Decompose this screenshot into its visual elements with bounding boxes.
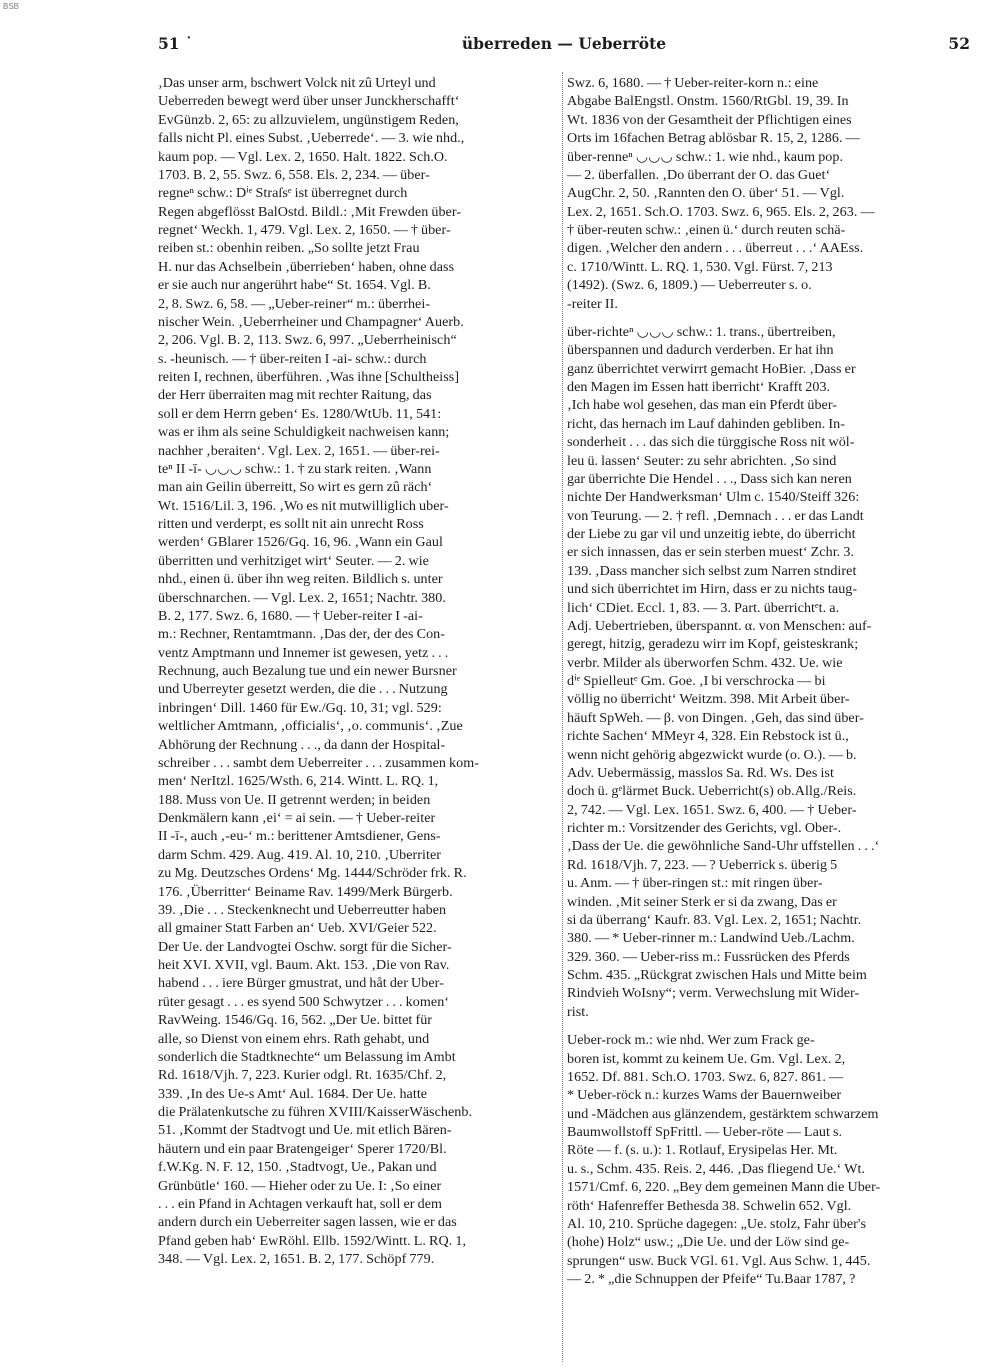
text-line: darm Schm. 429. Aug. 419. Al. 10, 210. ‚Uberriter bbox=[158, 846, 442, 863]
column-divider bbox=[562, 72, 563, 1362]
left-column bbox=[158, 74, 558, 1366]
text-line: röth‘ Hafenreffer Bethesda 38. Schwelin 652. Vgl. bbox=[567, 1197, 852, 1214]
text-line: 188. Muss von Ue. II getrennt werden; in beiden bbox=[158, 791, 431, 808]
text-line: der Herr überraiten mag mit rechter Raitung, das bbox=[158, 387, 432, 404]
text-line: Ueberreden bewegt werd über unser Junckherschafft‘ bbox=[158, 93, 460, 110]
text-line: Adj. Uebertrieben, überspannt. α. von Menschen: auf- bbox=[567, 617, 872, 634]
text-line: was er ihm als seine Schuldigkeit nachweisen kann; bbox=[158, 424, 450, 441]
left-page-number: 51 ˙ bbox=[158, 34, 193, 53]
text-line: 339. ‚In des Ue-s Amt‘ Aul. 1684. Der Ue. hatte bbox=[158, 1085, 428, 1102]
text-line: ‚Das unser arm, bschwert Volck nit zû Urteyl und bbox=[158, 75, 436, 91]
text-line: sprungen“ usw. Buck VGl. 61. Vgl. Aus Schw. 1, 445. bbox=[567, 1252, 871, 1269]
text-line: Rechnung, auch Bezalung tue und ein newer Bursner bbox=[158, 663, 457, 679]
text-line: lich‘ CDiet. Eccl. 1, 83. — 3. Part. überrichtᵉt. a. bbox=[567, 599, 840, 616]
text-line: rist. bbox=[567, 1003, 589, 1020]
text-line: 1571/Cmf. 6, 220. „Bey dem gemeinen Mann die Uber- bbox=[567, 1179, 881, 1196]
text-line: schreiber . . . sambt dem Ueberreiter . . . zusammen kom- bbox=[158, 754, 480, 771]
text-line: regnet‘ Weckh. 1, 479. Vgl. Lex. 2, 1650. — † über- bbox=[158, 222, 451, 238]
text-line: reiten I, rechnen, überführen. ‚Was ihne [Schultheiss] bbox=[158, 369, 460, 385]
text-line: 2, 206. Vgl. B. 2, 113. Swz. 6, 997. „Ueberrheinisch“ bbox=[158, 332, 457, 349]
text-line: ‚Ich habe wol gesehen, das man ein Pferdt über- bbox=[567, 397, 838, 414]
text-line: Baumwollstoff SpFrittl. — Ueber-röte — Laut s. bbox=[567, 1124, 843, 1140]
text-line: AugChr. 2, 50. ‚Rannten den O. über‘ 51. — Vgl. bbox=[567, 185, 845, 202]
text-line: (1492). (Swz. 6, 1809.) — Ueberreuter s. o. bbox=[567, 277, 812, 294]
text-line: ritten und verderpt, es sollt nit ain unrecht Ross bbox=[158, 516, 424, 532]
text-line: werden‘ GBlarer 1526/Gq. 16, 96. ‚Wann ein Gaul bbox=[158, 534, 443, 551]
text-line: nichte Der Handwerksman‘ Ulm c. 1540/Steiff 326: bbox=[567, 489, 860, 506]
text-line: Al. 10, 210. Sprüche dagegen: „Ue. stolz, Fahr über's bbox=[567, 1215, 867, 1232]
text-line: Der Ue. der Landvogtei Oschw. sorgt für die Sicher- bbox=[158, 938, 452, 955]
text-line: weltlicher Amtmann, ‚officialis‘, ‚o. communis‘. ‚Zue bbox=[158, 718, 463, 735]
text-line: u. Anm. — † über-ringen st.: mit ringen über- bbox=[567, 875, 823, 892]
text-line: Swz. 6, 1680. — † Ueber-reiter-korn n.: eine bbox=[567, 75, 819, 91]
text-line: 2, 742. — Vgl. Lex. 1651. Swz. 6, 400. — † Ueber- bbox=[567, 801, 857, 818]
text-line: II -ī-, auch ‚-eu-‘ m.: berittener Amtsdiener, Gens- bbox=[158, 828, 441, 845]
text-line: nischer Wein. ‚Ueberrheiner und Champagner‘ Auerb. bbox=[158, 313, 464, 330]
text-line: Adv. Uebermässig, masslos Sa. Rd. Ws. Des ist bbox=[567, 764, 834, 781]
text-line: — 2. überfallen. ‚Do überrant der O. das Guet‘ bbox=[567, 166, 831, 183]
text-line: sonderlich die Stadtknechte“ um Belassung im Ambt bbox=[158, 1048, 456, 1065]
text-line: * Ueber-röck n.: kurzes Wams der Bauernweiber bbox=[567, 1087, 842, 1104]
text-line: 51. ‚Kommt der Stadtvogt und Ue. mit etlich Bären- bbox=[158, 1122, 452, 1139]
text-line: alle, so Dienst von einem ehrs. Rath gehabt, und bbox=[158, 1030, 430, 1047]
text-line: . . . ein Pfand in Achtagen verkauft hat, soll er dem bbox=[158, 1195, 443, 1212]
text-line: nhd., einen ü. über ihn weg reiten. Bildlich s. unter bbox=[158, 571, 443, 588]
text-line: — 2. * „die Schnuppen der Pfeife“ Tu.Baar 1787, ? bbox=[567, 1271, 856, 1287]
text-line: EvGünzb. 2, 65: zu allzuvielem, ungünstigem Reden, bbox=[158, 111, 459, 128]
text-line: leu ü. lassen‘ Seuter: zu sehr abrichten. ‚So sind bbox=[567, 452, 837, 469]
text-line: rüter gesagt . . . es syend 500 Schwytzer . . . komen‘ bbox=[158, 993, 450, 1010]
text-line: Rindvieh WoIsny“; verm. Verwechslung mit Wider- bbox=[567, 985, 860, 1002]
text-line: geregt, hitzig, geradezu wirr im Kopf, geisteskrank; bbox=[567, 636, 859, 653]
text-line: Röte — f. (s. u.): 1. Rotlauf, Erysipelas Her. Mt. bbox=[567, 1142, 838, 1159]
text-line: soll er dem Herrn geben‘ Es. 1280/WtUb. 11, 541: bbox=[158, 405, 442, 422]
text-line: f.W.Kg. N. F. 12, 150. ‚Stadtvogt, Ue., Pakan und bbox=[158, 1159, 437, 1176]
text-line: B. 2, 177. Swz. 6, 1680. — † Ueber-reiter I -ai- bbox=[158, 607, 423, 624]
text-line: gar überrichte Die Hendel . . ., Dass sich kan neren bbox=[567, 470, 852, 487]
text-line: Rd. 1618/Vjh. 7, 223. — ? Ueberrick s. überig 5 bbox=[567, 856, 838, 873]
text-line: überschnarchen. — Vgl. Lex. 2, 1651; Nachtr. 380. bbox=[158, 589, 446, 606]
text-line: teⁿ II -ī- ◡◡◡ schw.: 1. † zu stark reiten. ‚Wann bbox=[158, 460, 432, 477]
text-line: man ain Geilin überreitt, So wirt es gern zû räch‘ bbox=[158, 479, 433, 496]
right-page-number: 52 bbox=[948, 34, 970, 53]
text-line: 1652. Df. 881. Sch.O. 1703. Swz. 6, 827. 861. — bbox=[567, 1068, 844, 1085]
text-line: (hohe) Holz“ usw.; „Die Ue. und der Löw sind ge- bbox=[567, 1234, 850, 1251]
text-line: zu Mg. Deutzsches Ordens‘ Mg. 1444/Schröder frk. R. bbox=[158, 865, 467, 882]
text-line: Lex. 2, 1651. Sch.O. 1703. Swz. 6, 965. Els. 2, 263. — bbox=[567, 203, 875, 220]
text-line: -reiter II. bbox=[567, 295, 618, 312]
text-line: wenn nicht gehörig abgezwickt wurde (o. O.). — b. bbox=[567, 746, 857, 763]
text-line: doch ü. gᵉlärmet Buck. Ueberricht(s) ob.Allg./Reis. bbox=[567, 783, 857, 800]
text-line: 348. — Vgl. Lex. 2, 1651. B. 2, 177. Schöpf 779. bbox=[158, 1251, 435, 1267]
text-line: kaum pop. — Vgl. Lex. 2, 1650. Halt. 1822. Sch.O. bbox=[158, 148, 448, 165]
text-line: überspannen und dadurch verderben. Er hat ihn bbox=[567, 342, 834, 359]
text-line: si da überrang‘ Kaufr. 83. Vgl. Lex. 2, 1651; Nachtr. bbox=[567, 911, 862, 928]
text-line: völlig no überricht‘ Weitzm. 398. Mit Arbeit über- bbox=[567, 691, 850, 708]
text-line: Pfand geben hab‘ EwRöhl. Ellb. 1592/Wintt. L. RQ. 1, bbox=[158, 1232, 467, 1249]
text-line: u. s., Schm. 435. Reis. 2, 446. ‚Das fliegend Ue.‘ Wt. bbox=[567, 1160, 866, 1177]
text-line: überritten und verhitziget wirt‘ Seuter. — 2. wie bbox=[158, 552, 429, 569]
text-line: 176. ‚Überritter‘ Beiname Rav. 1499/Merk Bürgerb. bbox=[158, 883, 453, 900]
text-line: sonderheit . . . das sich die türggische Ross nit wöl- bbox=[567, 434, 855, 451]
text-line: 1703. B. 2, 55. Swz. 6, 558. Els. 2, 234. — über- bbox=[158, 166, 430, 183]
library-watermark: BSB bbox=[3, 2, 20, 11]
text-line: reiben st.: obenhin reiben. „So sollte jetzt Frau bbox=[158, 240, 420, 257]
text-line: er sie auch nur angerührt habe“ St. 1654. Vgl. B. bbox=[158, 277, 431, 294]
text-line: c. 1710/Wintt. L. RQ. 1, 530. Vgl. Fürst. 7, 213 bbox=[567, 258, 833, 275]
text-line: Wt. 1836 von der Gesamtheit der Pflichtigen eines bbox=[567, 111, 852, 128]
text-line: richte Sachen‘ MMeyr 4, 328. Ein Rebstock ist ü., bbox=[567, 728, 849, 745]
text-line: richter m.: Vorsitzender des Gerichts, vgl. Ober-. bbox=[567, 820, 842, 836]
text-line: der Liebe zu gar vil und unzeitig iebte, do überricht bbox=[567, 526, 856, 542]
text-line: dⁱᵉ Spielleutᵉ Gm. Goe. ‚I bi verschrocka — bi bbox=[567, 673, 826, 689]
text-line: s. -heunisch. — † über-reiten I -ai- schw.: durch bbox=[158, 350, 427, 367]
text-line: häutern und ein paar Bratengeiger‘ Sperer 1720/Bl. bbox=[158, 1140, 447, 1157]
text-line: Ueber-rock m.: wie nhd. Wer zum Frack ge- bbox=[567, 1032, 815, 1049]
text-line: 2, 8. Swz. 6, 58. — „Ueber-reiner“ m.: überrhei- bbox=[158, 295, 431, 312]
text-line: winden. ‚Mit seiner Sterk er si da zwang, Das er bbox=[567, 893, 837, 910]
text-line: und Uberreyter gesetzt werden, die die . . . Nutzung bbox=[158, 681, 448, 698]
text-line: habend . . . iere Bürger gmustrat, und håt der Uber- bbox=[158, 975, 444, 992]
text-line: inbringen‘ Dill. 1460 für Ew./Gq. 10, 31; vgl. 529: bbox=[158, 699, 442, 716]
running-title: überreden — Ueberröte bbox=[461, 34, 667, 53]
text-line: Schm. 435. „Rückgrat zwischen Hals und Mitte beim bbox=[567, 967, 867, 983]
text-line: falls nicht Pl. eines Subst. ‚Ueberrede‘. — 3. wie nhd., bbox=[158, 130, 465, 147]
text-line: Abhörung der Rechnung . . ., da dann der Hospital- bbox=[158, 736, 446, 753]
text-line: 139. ‚Dass mancher sich selbst zum Narren stndiret bbox=[567, 562, 857, 579]
text-line: 329. 360. — Ueber-riss m.: Fussrücken des Pferds bbox=[567, 948, 850, 965]
text-line: und sich überrichtet im Hirn, dass er zu nichts taug- bbox=[567, 581, 858, 598]
text-line: ganz überrichtet verwirrt gemacht HoBier. ‚Dass er bbox=[567, 360, 856, 377]
text-line: Regen abgeflösst BalOstd. Bildl.: ‚Mit Frewden über- bbox=[158, 203, 462, 220]
text-line: er sich innassen, das er sein sterben muest‘ Zchr. 3. bbox=[567, 544, 854, 561]
text-line: Abgabe BalEngstl. Onstm. 1560/RtGbl. 19, 39. In bbox=[567, 93, 849, 110]
text-line: H. nur das Achselbein ‚überrieben‘ haben, ohne dass bbox=[158, 258, 455, 275]
text-line: und -Mädchen aus glänzendem, gestärktem schwarzem bbox=[567, 1105, 879, 1122]
text-line: von Teurung. — 2. † refl. ‚Demnach . . . er das Landt bbox=[567, 507, 864, 524]
text-line: heit XVI. XVII, vgl. Baum. Akt. 153. ‚Die von Rav. bbox=[158, 957, 450, 973]
text-line: m.: Rechner, Rentamtmann. ‚Das der, der des Con- bbox=[158, 626, 446, 643]
text-line: Wt. 1516/Lil. 3, 196. ‚Wo es nit mutwilliglich uber- bbox=[158, 497, 449, 514]
text-line: Orts im 16fachen Betrag ablösbar R. 15, 2, 1286. — bbox=[567, 130, 860, 147]
text-line: Denkmälern kann ‚ei‘ = ai sein. — † Ueber-reiter bbox=[158, 810, 436, 826]
text-line: die Prälatenkutsche zu führen XVIII/KaisserWäschenb. bbox=[158, 1104, 473, 1120]
text-line: ventz Amptmann und Innemer ist gewesen, yetz . . . bbox=[158, 644, 449, 661]
text-line: all gmainer Statt Farben an‘ Ueb. XVI/Geier 522. bbox=[158, 920, 437, 937]
text-line: 39. ‚Die . . . Steckenknecht und Ueberreutter haben bbox=[158, 901, 447, 918]
text-line: ‚Dass der Ue. die gewöhnliche Sand-Uhr uffstellen . . .‘ bbox=[567, 838, 880, 855]
text-line: boren ist, kommt zu keinem Ue. Gm. Vgl. Lex. 2, bbox=[567, 1050, 846, 1067]
text-line: häuft SpWeh. — β. von Dingen. ‚Geh, das sind über- bbox=[567, 709, 864, 726]
page-header bbox=[158, 34, 970, 58]
text-line: † über-reuten schw.: ‚einen ü.‘ durch reuten schä- bbox=[567, 222, 846, 238]
text-line: über-renneⁿ ◡◡◡ schw.: 1. wie nhd., kaum pop. bbox=[567, 148, 844, 165]
text-line: men‘ NerItzl. 1625/Wsth. 6, 214. Wintt. L. RQ. 1, bbox=[158, 773, 439, 790]
text-line: über-richteⁿ ◡◡◡ schw.: 1. trans., übertreiben, bbox=[567, 323, 836, 340]
text-line: andern durch ein Ueberreiter sagen lassen, wie er das bbox=[158, 1214, 457, 1231]
text-line: regneⁿ schw.: Dⁱᵉ Straſsᵉ ist überregnet durch bbox=[158, 185, 408, 202]
text-line: digen. ‚Welcher den andern . . . überreut . . .‘ AAEss. bbox=[567, 240, 864, 257]
text-line: nachher ‚beraiten‘. Vgl. Lex. 2, 1651. — über-rei- bbox=[158, 442, 440, 459]
text-line: richt, das hernach im Lauf dahinden gebliben. In- bbox=[567, 415, 845, 432]
text-line: 380. — * Ueber-rinner m.: Landwind Ueb./Lachm. bbox=[567, 930, 855, 947]
text-line: verbr. Milder als überworfen Schm. 432. Ue. wie bbox=[567, 654, 843, 671]
text-line: den Magen im Essen hatt iberricht‘ Krafft 203. bbox=[567, 379, 831, 395]
right-column bbox=[567, 74, 971, 1366]
text-line: Grünbütle‘ 160. — Hieher oder zu Ue. I: ‚So einer bbox=[158, 1177, 442, 1194]
text-line: RavWeing. 1546/Gq. 16, 562. „Der Ue. bittet für bbox=[158, 1012, 433, 1029]
text-line: Rd. 1618/Vjh. 7, 223. Kurier odgl. Rt. 1635/Chf. 2, bbox=[158, 1067, 447, 1084]
